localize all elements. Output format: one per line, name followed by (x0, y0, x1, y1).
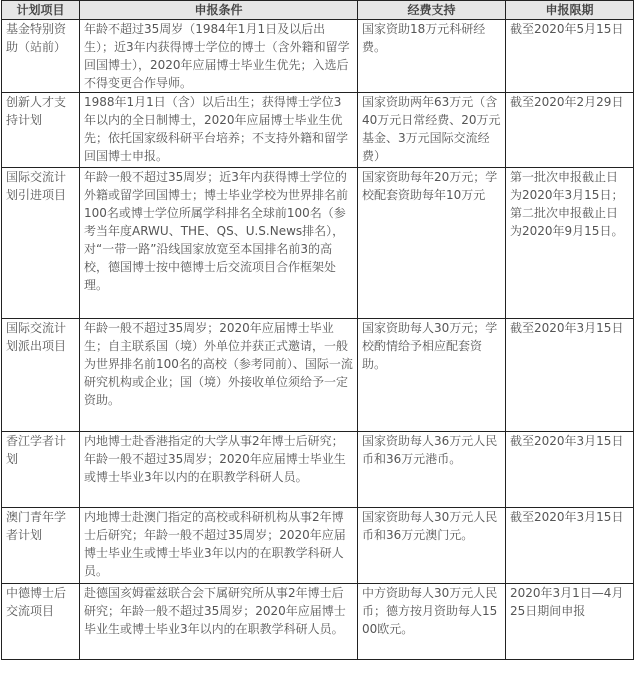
table-row (2, 508, 634, 584)
funding-cell: 国家资助18万元科研经费。 (358, 20, 506, 93)
conditions-cell: 年龄一般不超过35周岁；近3年内获得博士学位的外籍或留学回国博士；博士毕业学校为世界排名前100名或博士学位所属学科排名全球前100名（参考当年度ARWU、THE、QS、U.S.News排名），对“一带一路”沿线国家放宽至本国排名前3的高校，德国博士按中德博士后交流项目合作框架处理。 (80, 168, 358, 319)
conditions-cell: 1988年1月1日（含）以后出生；获得博士学位3年以内的全日制博士，2020年应届博士毕业生优先；依托国家级科研平台培养；不支持外籍和留学回国博士申报。 (80, 93, 358, 168)
funding-table (1, 0, 634, 660)
deadline-cell: 截至2020年5月15日 (506, 20, 634, 93)
deadline-cell: 2020年3月1日—4月25日期间申报 (506, 584, 634, 660)
project-cell: 中德博士后交流项目 (2, 584, 80, 660)
table-row (2, 584, 634, 660)
conditions-cell: 年龄一般不超过35周岁；2020年应届博士毕业生；自主联系国（境）外单位并获正式邀请，一般为世界排名前100名的高校（参考同前）、国际一流研究机构或企业；国（境）外接收单位须给予一定资助。 (80, 319, 358, 432)
table-row (2, 432, 634, 508)
project-cell: 澳门青年学者计划 (2, 508, 80, 584)
conditions-cell: 内地博士赴澳门指定的高校或科研机构从事2年博士后研究；年龄一般不超过35周岁；2020年应届博士毕业生或博士毕业3年以内的在职教学科研人员。 (80, 508, 358, 584)
header-deadline: 申报限期 (506, 1, 634, 20)
funding-cell: 中方资助每人30万元人民币；德方按月资助每人1500欧元。 (358, 584, 506, 660)
header-conditions: 申报条件 (80, 1, 358, 20)
funding-cell: 国家资助两年63万元（含40万元日常经费、20万元基金、3万元国际交流经费） (358, 93, 506, 168)
funding-cell: 国家资助每人30万元；学校酌情给予相应配套资助。 (358, 319, 506, 432)
funding-cell: 国家资助每年20万元；学校配套资助每年10万元 (358, 168, 506, 319)
table-row (2, 168, 634, 319)
project-cell: 基金特别资助（站前） (2, 20, 80, 93)
deadline-cell: 第一批次申报截止日为2020年3月15日；第二批次申报截止日为2020年9月15日。 (506, 168, 634, 319)
table-row (2, 20, 634, 93)
header-row (2, 1, 634, 20)
project-cell: 国际交流计划引进项目 (2, 168, 80, 319)
header-funding: 经费支持 (358, 1, 506, 20)
funding-cell: 国家资助每人30万元人民币和36万元澳门元。 (358, 508, 506, 584)
deadline-cell: 截至2020年3月15日 (506, 432, 634, 508)
deadline-cell: 截至2020年2月29日 (506, 93, 634, 168)
conditions-cell: 内地博士赴香港指定的大学从事2年博士后研究；年龄一般不超过35周岁；2020年应届博士毕业生或博士毕业3年以内的在职教学科研人员。 (80, 432, 358, 508)
conditions-cell: 年龄不超过35周岁（1984年1月1日及以后出生）；近3年内获得博士学位的博士（含外籍和留学回国博士），2020年应届博士毕业生优先；入选后不得变更合作导师。 (80, 20, 358, 93)
table-row (2, 93, 634, 168)
table-row (2, 319, 634, 432)
project-cell: 国际交流计划派出项目 (2, 319, 80, 432)
funding-cell: 国家资助每人36万元人民币和36万元港币。 (358, 432, 506, 508)
deadline-cell: 截至2020年3月15日 (506, 319, 634, 432)
header-project: 计划项目 (2, 1, 80, 20)
project-cell: 创新人才支持计划 (2, 93, 80, 168)
deadline-cell: 截至2020年3月15日 (506, 508, 634, 584)
conditions-cell: 赴德国亥姆霍兹联合会下属研究所从事2年博士后研究；年龄一般不超过35周岁；2020年应届博士毕业生或博士毕业3年以内的在职教学科研人员。 (80, 584, 358, 660)
project-cell: 香江学者计划 (2, 432, 80, 508)
